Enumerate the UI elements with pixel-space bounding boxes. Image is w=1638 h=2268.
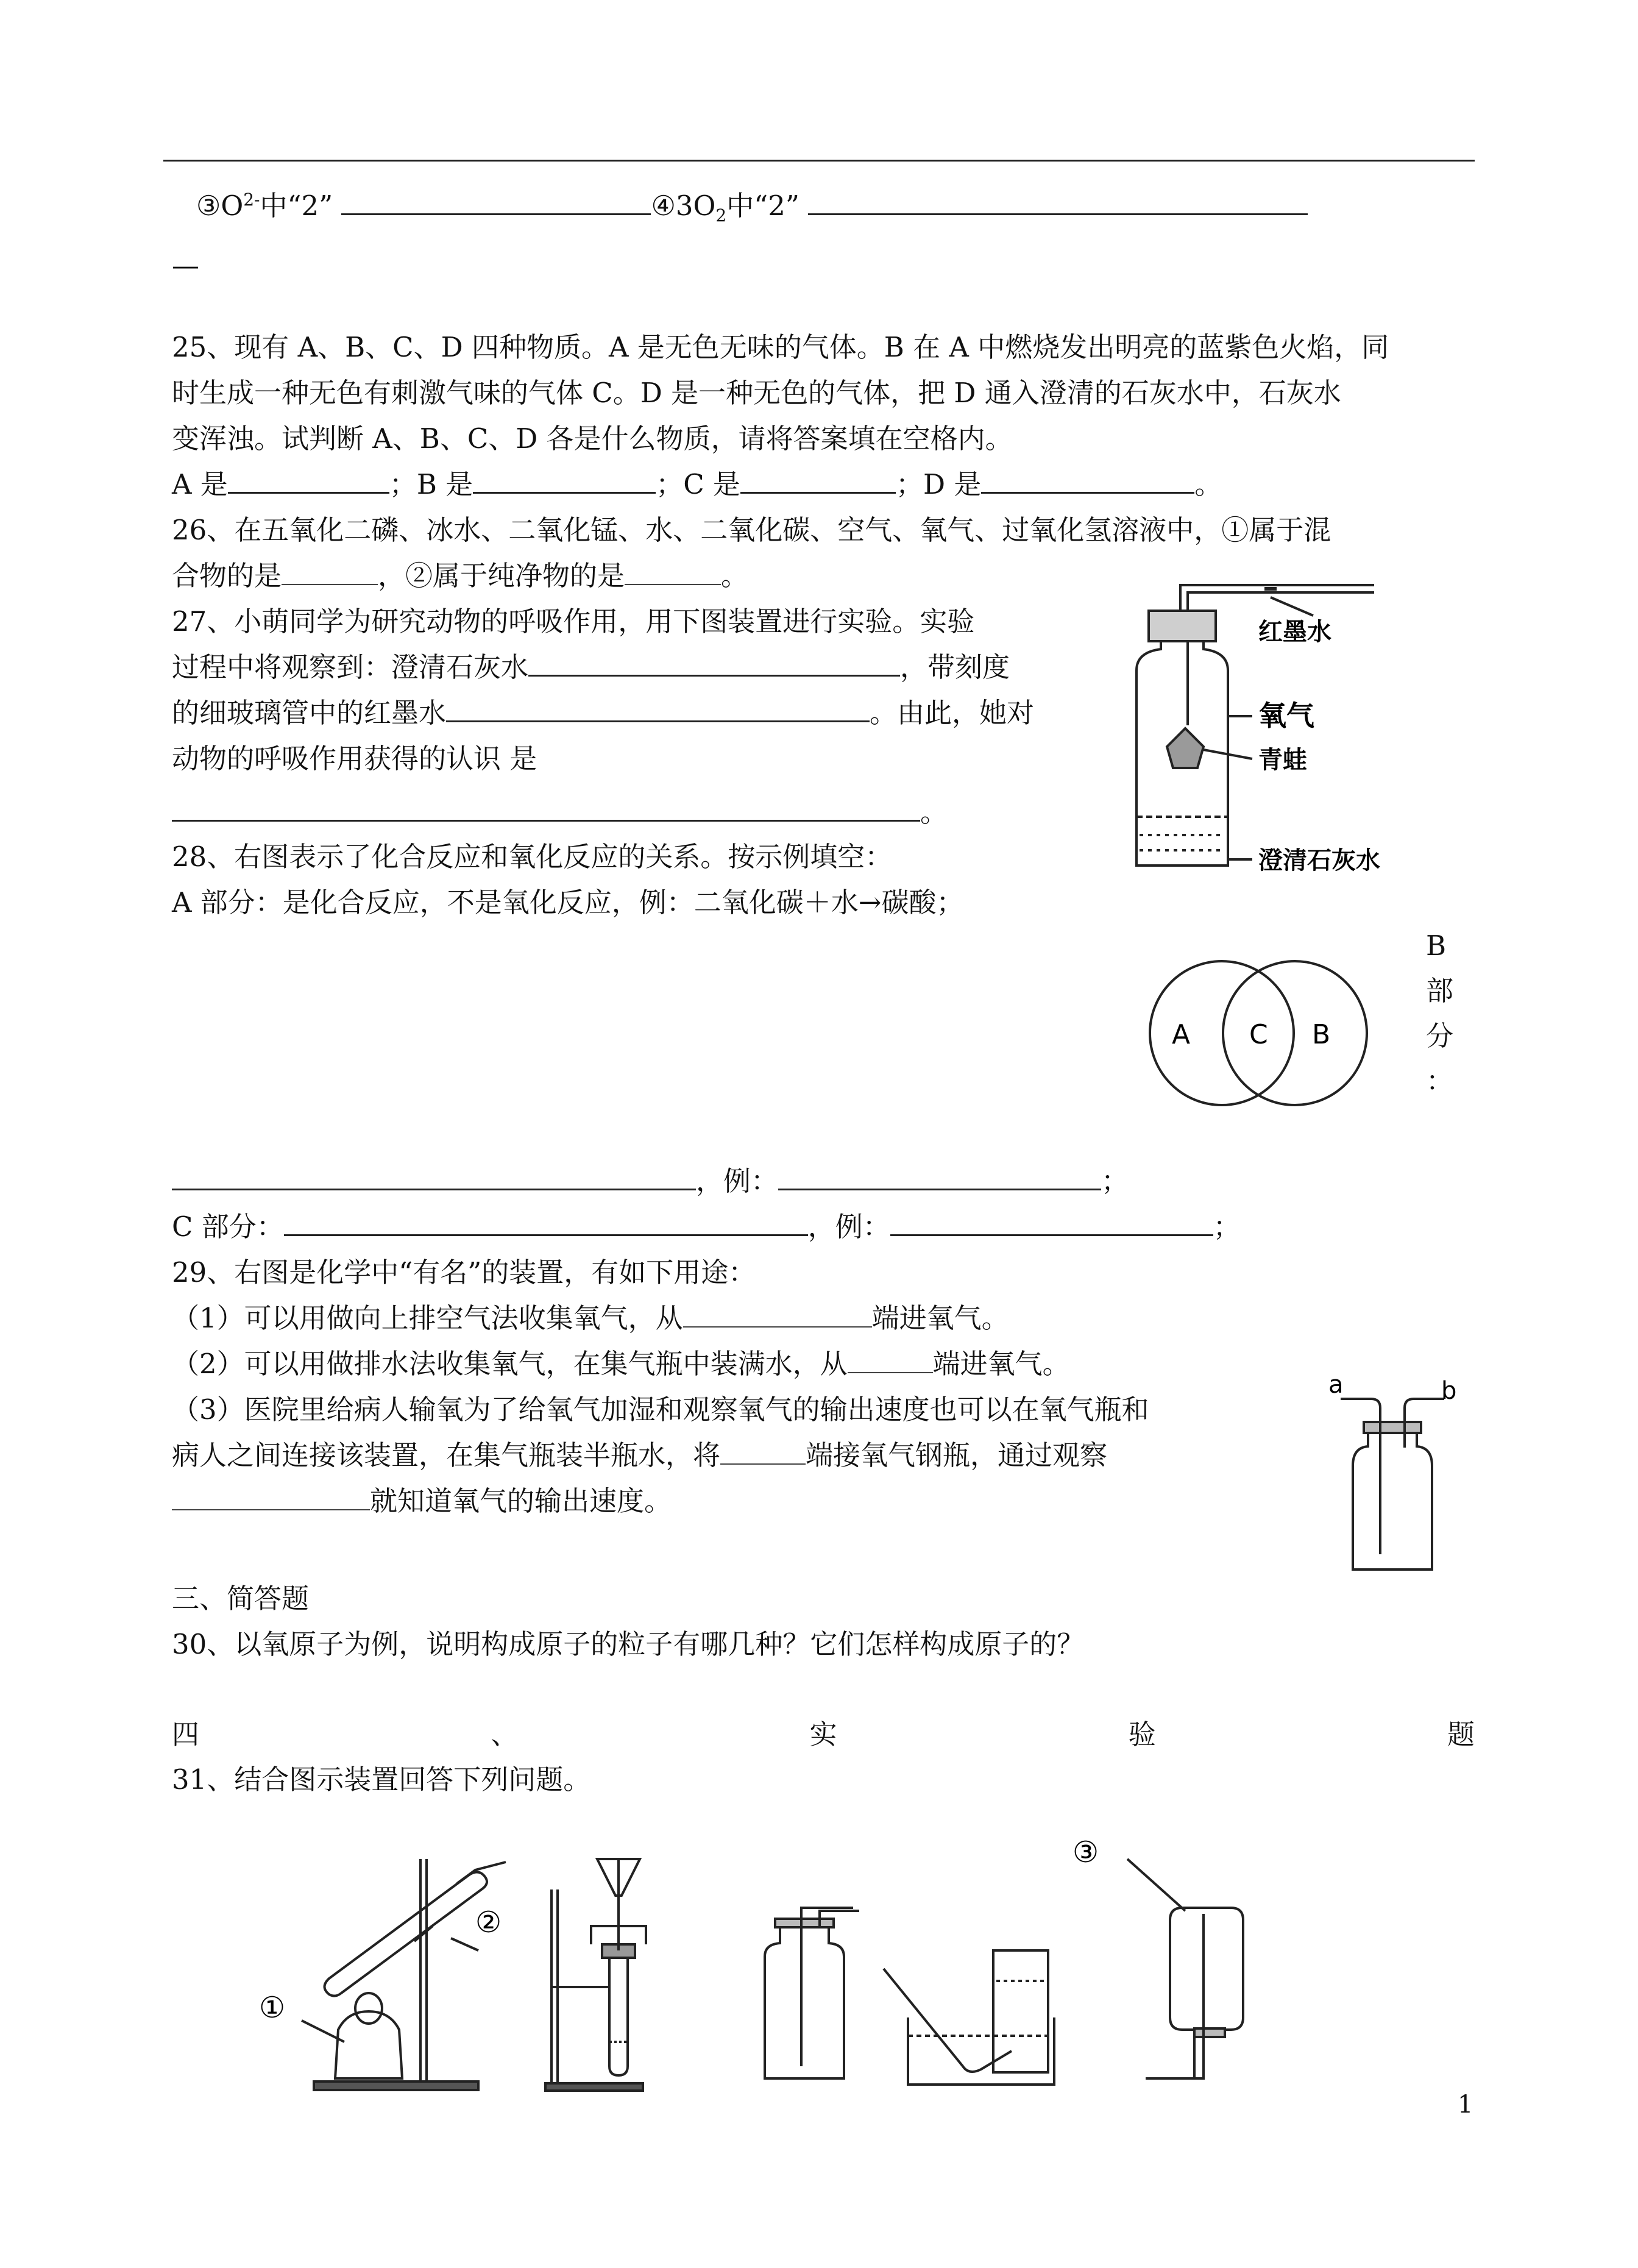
q25-end: 。: [1194, 468, 1222, 500]
q28-line1: 28、右图表示了化合反应和氧化反应的关系。按示例填空：: [172, 841, 893, 873]
label-a: a: [1328, 1374, 1344, 1399]
q29-line1: 29、右图是化学中“有名”的装置，有如下用途：: [172, 1256, 756, 1289]
label-1: ①: [259, 1991, 286, 2025]
q27-line1: 27、小萌同学为研究动物的呼吸作用，用下图装置进行实验。实验: [172, 605, 975, 638]
q28-b-end: ；: [1101, 1165, 1129, 1197]
venn-label-a: A: [1172, 1019, 1191, 1050]
q27-conclusion-blank[interactable]: [172, 794, 920, 822]
q25-line2: 时生成一种无色有刺激气味的气体 C。D 是一种无色的气体，把 D 通入澄清的石灰水中，石灰水: [172, 377, 1341, 409]
q28-c-example-blank[interactable]: [890, 1209, 1213, 1236]
q25-answers: [172, 461, 1222, 507]
apparatus-inverted-bottle: [1127, 1859, 1243, 2078]
q28-c-blank[interactable]: [284, 1209, 808, 1236]
q28-b-vertical-1: B: [1426, 930, 1447, 962]
q29-1-tail: 端进氧气。: [871, 1302, 1009, 1334]
q28-b-vertical-4: ：: [1426, 1065, 1454, 1097]
q29-1-label: （1）可以用做向上排空气法收集氧气，从: [172, 1302, 683, 1334]
q28-b-answer: [172, 1158, 1129, 1204]
q28-b-vertical-2: 部: [1426, 975, 1454, 1007]
section4-title-part5: 题: [1447, 1718, 1475, 1751]
q29-line5: [172, 1432, 1107, 1478]
q29-2-tail: 端进氧气。: [932, 1348, 1070, 1380]
item4-text: ④3O: [651, 190, 716, 222]
q26-line2: [172, 553, 748, 599]
q26-pure-blank[interactable]: [625, 560, 721, 585]
header-rule: [163, 160, 1475, 162]
q29-3-label: 病人之间连接该装置，在集气瓶装半瓶水，将: [172, 1439, 721, 1471]
section4-title-part4: 验: [1128, 1718, 1156, 1751]
q25-d-label: ；D 是: [895, 468, 982, 500]
header-line: [196, 177, 1308, 238]
label-red-ink: 红墨水: [1258, 618, 1331, 646]
q29-observe-tail: 就知道氧气的输出速度。: [370, 1485, 672, 1517]
q29-1-blank[interactable]: [683, 1302, 872, 1328]
q25-line3: 变浑浊。试判断 A、B、C、D 各是什么物质，请将答案填在空格内。: [172, 422, 1013, 455]
venn-label-c: C: [1249, 1019, 1268, 1050]
q25-a-label: A 是: [172, 468, 228, 500]
q28-c-end: ；: [1213, 1210, 1241, 1243]
q28-line2: A 部分：是化合反应，不是氧化反应，例：二氧化碳＋水→碳酸；: [172, 886, 964, 919]
section3-title: 三、简答题: [172, 1582, 310, 1615]
q29-line6: [172, 1478, 672, 1524]
q27-line5: [172, 789, 948, 835]
q31: 31、结合图示装置回答下列问题。: [172, 1763, 591, 1796]
q29-3-tail: 端接氧气钢瓶，通过观察: [806, 1439, 1108, 1471]
venn-diagram: [1149, 951, 1374, 1115]
label-oxygen: 氧气: [1258, 699, 1314, 732]
label-limewater: 澄清石灰水: [1258, 847, 1380, 875]
frog-respiration-figure: [1112, 573, 1453, 890]
q26-end: 。: [721, 560, 749, 592]
section4-title: [172, 1712, 1475, 1757]
q29-3-blank[interactable]: [720, 1439, 806, 1465]
q26-pure-label: ，②属于纯净物的是: [378, 560, 625, 592]
label-b: b: [1441, 1377, 1457, 1405]
q25-c-blank[interactable]: [740, 466, 896, 494]
q29-2-label: （2）可以用做排水法收集氧气，在集气瓶中装满水，从: [172, 1348, 848, 1380]
q26-mixture-label: 合物的是: [172, 560, 282, 592]
q27-line2: [172, 644, 1010, 690]
q28-b-example-blank[interactable]: [778, 1163, 1101, 1190]
q29-observe-blank[interactable]: [172, 1485, 370, 1510]
lab-apparatus-figure: [244, 1835, 1584, 2097]
q27-line3: [172, 690, 1034, 736]
q28-c-example-label: ，例：: [807, 1210, 890, 1243]
q25-a-blank[interactable]: [228, 466, 389, 494]
q27-lime-blank[interactable]: [528, 649, 900, 677]
q26-line1: 26、在五氧化二磷、冰水、二氧化锰、水、二氧化碳、空气、氧气、过氧化氢溶液中，①属于混: [172, 514, 1331, 546]
q27-ink-blank[interactable]: [446, 695, 870, 722]
section4-title-part2: 、: [491, 1718, 519, 1751]
q28-b-vertical-3: 分: [1426, 1020, 1454, 1052]
q27-lime-label: 过程中将观察到：澄清石灰水: [172, 651, 529, 683]
venn-label-b: B: [1312, 1019, 1331, 1050]
frog-cage: [1167, 728, 1204, 768]
item3-tail: 中“2”: [260, 190, 333, 222]
q28-b-blank[interactable]: [172, 1163, 696, 1190]
label-2: ②: [475, 1905, 502, 1939]
apparatus-funnel-tube: [545, 1859, 646, 2091]
item4-subscript: 2: [715, 205, 727, 226]
q29-line3: [172, 1341, 1070, 1387]
q25-d-blank[interactable]: [981, 466, 1194, 494]
label-3: ③: [1072, 1835, 1099, 1869]
q28-c-label: C 部分：: [172, 1210, 284, 1243]
item3-text: ③O: [196, 190, 244, 222]
item3-superscript: 2-: [243, 190, 260, 210]
apparatus-heating-tube: [314, 1859, 506, 2090]
q25-line1: 25、现有 A、B、C、D 四种物质。A 是无色无味的气体。B 在 A 中燃烧发出明亮的蓝紫色火焰，同: [172, 331, 1389, 363]
header-dash: —: [172, 249, 199, 282]
jar-stopper: [1149, 611, 1216, 641]
q29-line4: （3）医院里给病人输氧为了给氧气加湿和观察氧气的输出速度也可以在氧气瓶和: [172, 1393, 1149, 1426]
q25-b-label: ；B 是: [389, 468, 473, 500]
q29-2-blank[interactable]: [848, 1348, 933, 1373]
q27-line3-tail: 。由此，她对: [870, 697, 1035, 729]
item4-answer-blank[interactable]: [808, 188, 1308, 215]
item4-tail: 中“2”: [726, 190, 800, 222]
gas-washing-bottle-figure: [1316, 1374, 1462, 1576]
q30: 30、以氧原子为例，说明构成原子的粒子有哪几种？它们怎样构成原子的？: [172, 1628, 1085, 1660]
q28-b-example-label: ，例：: [696, 1165, 779, 1197]
apparatus-water-trough: [884, 1950, 1054, 2085]
glass-tube: [1180, 585, 1374, 611]
q27-end: 。: [920, 796, 948, 828]
section4-title-part1: 四: [172, 1718, 200, 1751]
q25-c-label: ；C 是: [656, 468, 740, 500]
q27-line4: 动物的呼吸作用获得的认识 是: [172, 742, 537, 775]
section4-title-part3: 实: [809, 1718, 837, 1751]
apparatus-gas-bottle: [765, 1908, 859, 2078]
q25-b-blank[interactable]: [473, 466, 656, 494]
item3-answer-blank[interactable]: [341, 188, 651, 215]
q27-line2-tail: ，带刻度: [900, 651, 1010, 683]
q26-mixture-blank[interactable]: [282, 560, 378, 585]
bottle-body: [1353, 1431, 1432, 1569]
q28-c-answer: [172, 1204, 1241, 1250]
page-number: 1: [1458, 2091, 1473, 2119]
q29-line2: [172, 1295, 1009, 1341]
label-frog: 青蛙: [1258, 746, 1307, 774]
q27-ink-label: 的细玻璃管中的红墨水: [172, 697, 447, 729]
